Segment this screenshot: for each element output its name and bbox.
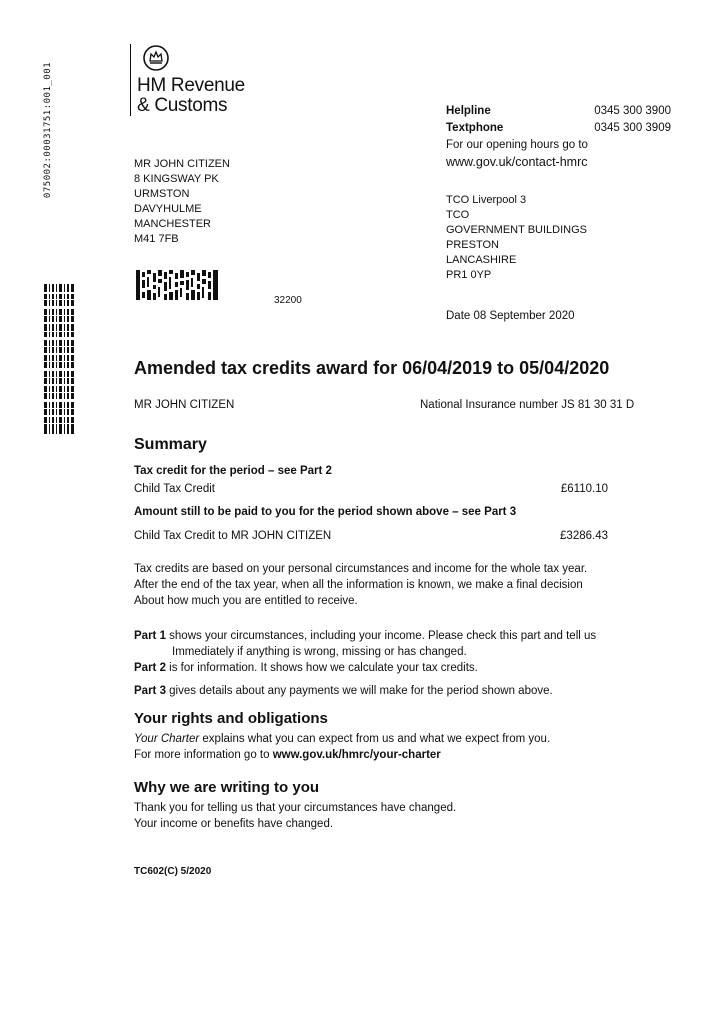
postal-code-graphic [136, 270, 218, 300]
part2-heading: Tax credit for the period – see Part 2 [134, 465, 332, 477]
office-line: TCO [446, 209, 470, 221]
intro-line: About how much you are entitled to receive. [134, 595, 358, 607]
textphone-number: 0345 300 3909 [594, 122, 671, 134]
page-title: Amended tax credits award for 06/04/2019 to 05/04/2020 [134, 358, 610, 378]
office-line: GOVERNMENT BUILDINGS [446, 224, 587, 236]
part3-text: gives details about any payments we will make for the period shown above. [165, 685, 553, 697]
part3-heading: Amount still to be paid to you for the period shown above – see Part 3 [134, 506, 517, 518]
address-line: URMSTON [134, 188, 190, 200]
helpline-number: 0345 300 3900 [594, 105, 671, 117]
letter-date: Date 08 September 2020 [446, 310, 575, 322]
summary-heading: Summary [134, 436, 207, 453]
helpline-label: Helpline [446, 105, 491, 117]
recipient-name: MR JOHN CITIZEN [134, 399, 235, 411]
recipient-address [134, 157, 230, 247]
part1-text-continued: Immediately if anything is wrong, missing or has changed. [172, 646, 467, 658]
office-address [446, 193, 587, 283]
hmrc-logo-text [137, 76, 245, 116]
contact-url: www.gov.uk/contact-hmrc [446, 155, 588, 169]
contact-block [446, 104, 671, 170]
form-code: TC602(C) 5/2020 [134, 866, 212, 877]
part2-text: is for information. It shows how we calculate your tax credits. [165, 662, 478, 674]
ni-number: National Insurance number JS 81 30 31 D [420, 399, 635, 411]
address-line: M41 7FB [134, 233, 179, 245]
part3-label: Part 3 [134, 685, 166, 697]
why-line-2: Your income or benefits have changed. [134, 818, 334, 830]
rights-heading: Your rights and obligations [134, 710, 328, 727]
child-tax-credit-label: Child Tax Credit [134, 483, 215, 495]
charter-text: explains what you can expect from us and what we expect from you. [199, 733, 551, 745]
why-heading: Why we are writing to you [134, 779, 320, 796]
reference-code: 32200 [274, 295, 302, 306]
office-line: TCO Liverpool 3 [446, 194, 527, 206]
intro-paragraph [134, 561, 587, 609]
why-text [134, 800, 456, 832]
side-reference [38, 60, 58, 200]
side-reference-text: 075002:00031751:001_001 [43, 61, 53, 199]
office-line: PRESTON [446, 239, 499, 251]
more-info-text: For more information go to [134, 749, 273, 761]
charter-url-link[interactable]: www.gov.uk/hmrc/your-charter [272, 749, 441, 761]
part2-label: Part 2 [134, 662, 166, 674]
address-line: MR JOHN CITIZEN [134, 158, 230, 170]
why-line-1: Thank you for telling us that your circumstances have changed. [134, 802, 457, 814]
rights-text [134, 731, 550, 763]
logo-divider [130, 44, 131, 116]
logo-line-1: HM Revenue [137, 75, 245, 96]
payment-label: Child Tax Credit to MR JOHN CITIZEN [134, 530, 332, 542]
crown-crest-icon [142, 44, 170, 72]
office-line: LANCASHIRE [446, 254, 517, 266]
intro-line: After the end of the tax year, when all the information is known, we make a final decision [134, 579, 583, 591]
address-line: 8 KINGSWAY PK [134, 173, 219, 185]
part1-label: Part 1 [134, 630, 166, 642]
opening-hours-text: For our opening hours go to [446, 139, 588, 151]
textphone-label: Textphone [446, 122, 504, 134]
address-line: MANCHESTER [134, 218, 212, 230]
part1-text: shows your circumstances, including your income. Please check this part and tell us [165, 630, 597, 642]
address-line: DAVYHULME [134, 203, 202, 215]
barcode-graphic [44, 284, 74, 434]
office-line: PR1 0YP [446, 269, 492, 281]
payment-row [134, 529, 608, 544]
logo-line-2: & Customs [137, 95, 228, 116]
payment-value: £3286.43 [560, 530, 608, 542]
parts-section [134, 628, 634, 699]
intro-line: Tax credits are based on your personal circumstances and income for the whole tax year. [134, 563, 588, 575]
child-tax-credit-value: £6110.10 [560, 483, 608, 495]
charter-title: Your Charter [134, 733, 200, 745]
child-tax-credit-row [134, 482, 608, 497]
